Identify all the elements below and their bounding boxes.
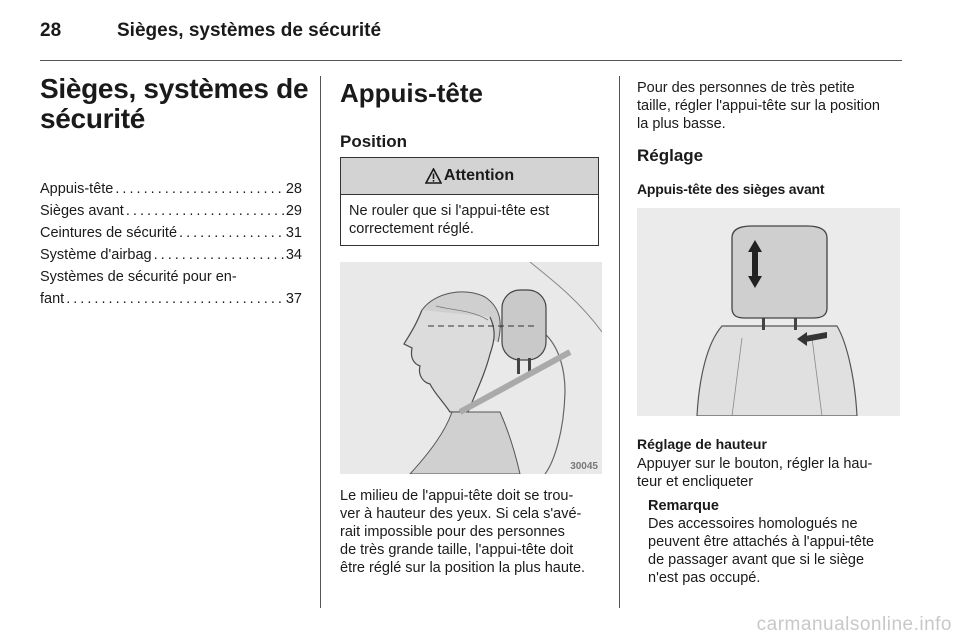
chapter-title: Sièges, systèmes de sécurité (40, 73, 309, 134)
toc-item-label: Appuis-tête (40, 181, 114, 197)
running-header-title: Sièges, systèmes de sécurité (117, 20, 382, 41)
body-paragraph: Le milieu de l'appui-tête doit se trou- ver à hauteur des yeux. Si cela s'avé- rait impossible pour des personnes de très grande taille, l'appui-tête doit être réglé sur la position la plus haute. (340, 488, 586, 576)
headrest-adjustment-illustration (637, 208, 900, 416)
toc-item[interactable] (40, 244, 302, 266)
heading-height-adjustment: Réglage de hauteur (637, 436, 767, 452)
toc-item[interactable] (40, 222, 302, 244)
body-paragraph: Pour des personnes de très petite taille, régler l'appui-tête sur la position la plus basse. (637, 80, 880, 132)
toc-item[interactable] (40, 266, 302, 310)
toc-item-label: Systèmes de sécurité pour en- (40, 269, 237, 285)
heading-reglage: Réglage (637, 146, 704, 165)
column-divider-1 (320, 76, 321, 608)
toc-item-page: 34 (285, 247, 302, 263)
body-paragraph: Appuyer sur le bouton, régler la hau- teur et encliqueter (637, 456, 873, 490)
section-title: Appuis-tête (340, 78, 483, 108)
column-divider-2 (619, 76, 620, 608)
toc-item-label: Ceintures de sécurité (40, 225, 178, 241)
toc-item-label: Sièges avant (40, 203, 124, 219)
header-rule (40, 60, 902, 61)
headrest-position-illustration (340, 262, 602, 474)
toc-item-page: 29 (285, 203, 302, 219)
table-of-contents (40, 178, 302, 310)
toc-item-page: 28 (285, 181, 302, 197)
attention-title: Attention (443, 167, 515, 184)
attention-header (341, 158, 598, 195)
toc-item-page: 31 (285, 225, 302, 241)
warning-triangle-icon (425, 168, 442, 184)
toc-item[interactable] (40, 178, 302, 200)
note-title: Remarque (648, 498, 719, 514)
toc-item-label-cont: fant (40, 291, 65, 307)
heading-front-headrests: Appuis-tête des sièges avant (637, 181, 825, 197)
note-block: Remarque Des accessoires homologués ne peuvent être attachés à l'appui-tête de passager avant que si le siège n'est pas occupé. (648, 497, 903, 587)
watermark: carmanualsonline.info (756, 614, 952, 635)
toc-item-label: Système d'airbag (40, 247, 152, 263)
toc-item-page: 37 (285, 291, 302, 307)
toc-item[interactable] (40, 200, 302, 222)
page-number: 28 (40, 20, 62, 41)
attention-text: Ne rouler que si l'appui-tête est correctement réglé. (349, 203, 550, 237)
subsection-title: Position (340, 132, 408, 151)
driver-profile-drawing (340, 262, 602, 474)
attention-box (340, 157, 599, 246)
seat-headrest-drawing (637, 208, 900, 416)
figure-number: 30045 (570, 461, 598, 472)
